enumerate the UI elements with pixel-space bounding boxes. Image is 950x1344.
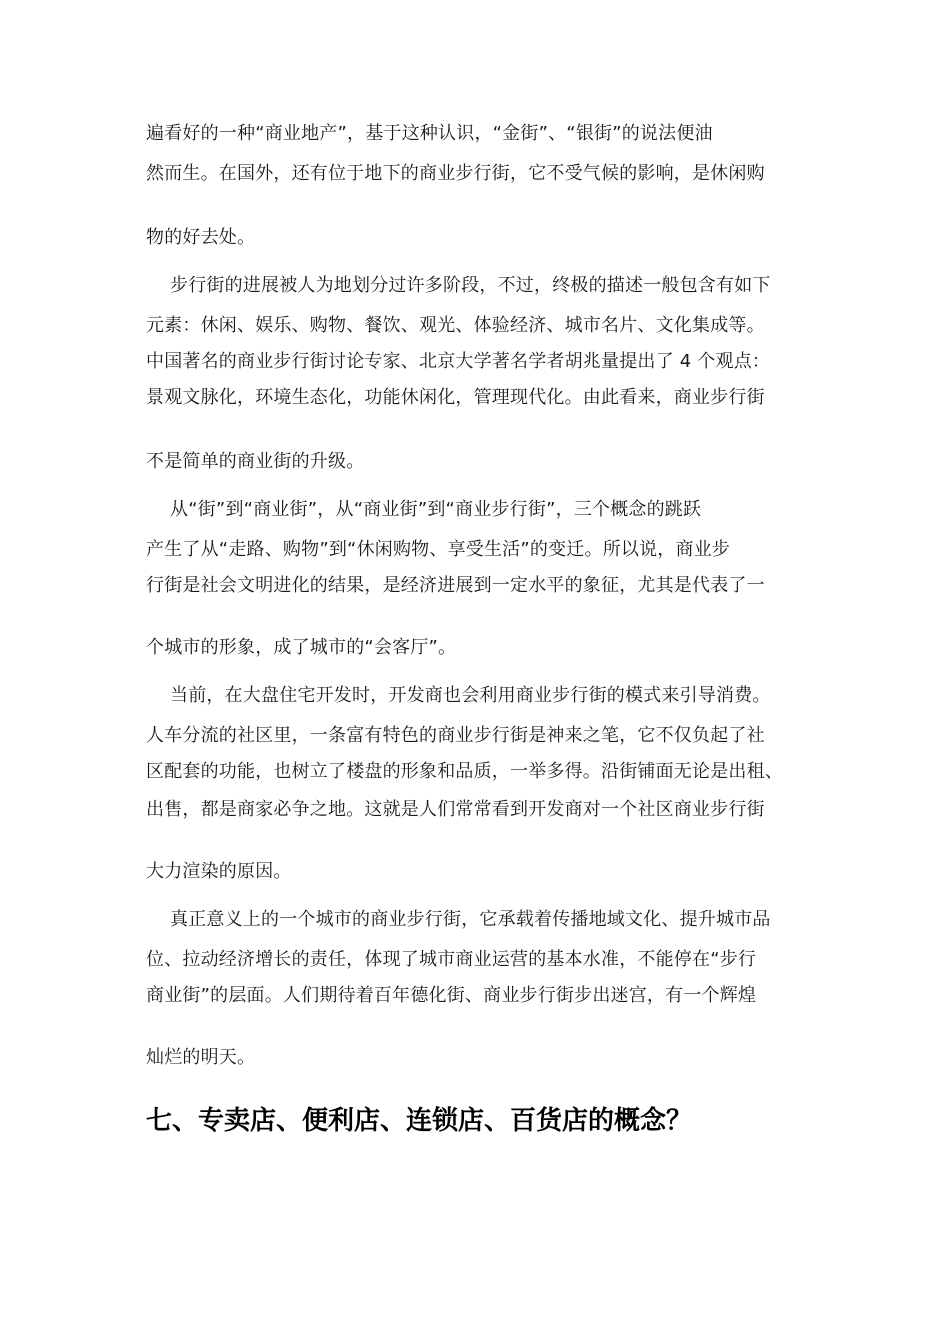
paragraph-5-line-2: 位、拉动经济增长的责任，体现了城市商业运营的基本水准，不能停在“步行 [146,949,757,970]
paragraph-3-line-1: 从“街”到“商业街”，从“商业街”到“商业步行街”，三个概念的跳跃 [170,499,702,520]
paragraph-4-line-2: 人车分流的社区里，一条富有特色的商业步行街是神来之笔，它不仅负起了社 [146,725,765,746]
paragraph-4-line-4: 出售，都是商家必争之地。这就是人们常常看到开发商对一个社区商业步行街 [146,799,765,820]
paragraph-3-line-4: 个城市的形象，成了城市的“会客厅”。 [146,637,457,658]
paragraph-2-line-1: 步行街的进展被人为地划分过许多阶段，不过，终极的描述一般包含有如下 [170,275,771,296]
paragraph-4-line-3: 区配套的功能，也树立了楼盘的形象和品质，一举多得。沿街铺面无论是出租、 [146,761,783,782]
paragraph-4-line-1: 当前，在大盘住宅开发时，开发商也会利用商业步行街的模式来引导消费。 [170,685,771,706]
paragraph-3-line-3: 行街是社会文明进化的结果，是经济进展到一定水平的象征，尤其是代表了一 [146,575,765,596]
paragraph-5-line-3: 商业街”的层面。人们期待着百年德化街、商业步行街步出迷宫，有一个辉煌 [146,985,757,1006]
paragraph-2-line-4: 景观文脉化，环境生态化，功能休闲化，管理现代化。由此看来，商业步行街 [146,387,765,408]
paragraph-5-line-4: 灿烂的明天。 [146,1047,256,1068]
paragraph-1-line-2: 然而生。在国外，还有位于地下的商业步行街，它不受气候的影响，是休闲购 [146,163,765,184]
paragraph-2-line-2: 元素：休闲、娱乐、购物、餐饮、观光、体验经济、城市名片、文化集成等。 [146,315,765,336]
paragraph-1-line-1: 遍看好的一种“商业地产”，基于这种认识，“金街”、“银街”的说法便油 [146,123,713,144]
paragraph-1-line-3: 物的好去处。 [146,227,256,248]
paragraph-2-line-3: 中国著名的商业步行街讨论专家、北京大学著名学者胡兆量提出了 4 个观点： [146,351,771,372]
paragraph-5-line-1: 真正意义上的一个城市的商业步行街，它承载着传播地域文化、提升城市品 [170,909,771,930]
paragraph-4-line-5: 大力渲染的原因。 [146,861,292,882]
paragraph-2-line-5: 不是简单的商业街的升级。 [146,451,365,472]
section-heading: 七、专卖店、便利店、连锁店、百货店的概念？ [146,1106,693,1136]
paragraph-3-line-2: 产生了从“走路、购物”到“休闲购物、享受生活”的变迁。所以说，商业步 [146,539,731,560]
